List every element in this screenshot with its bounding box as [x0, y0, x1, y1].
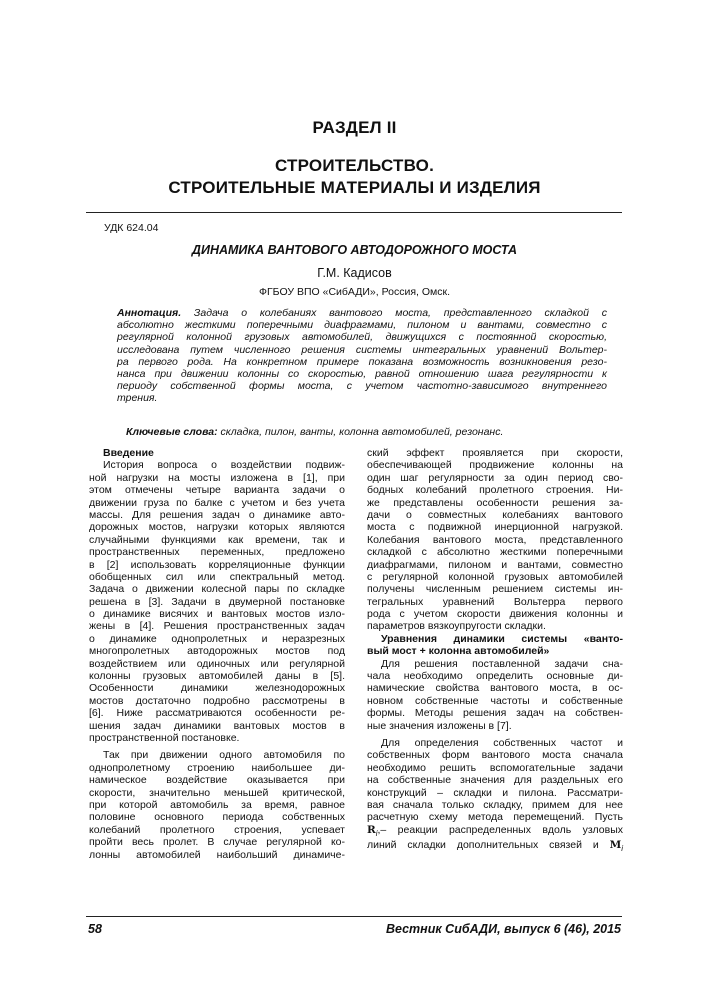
text-line: рода с учетом скорости движения колонны и — [367, 608, 623, 621]
text-line: многопролетных автодорожных мостов под — [89, 645, 345, 658]
text-line: колонны грузовых автомобилей даны в [5]. — [89, 670, 345, 683]
text-line: массы. Для решения задач о динамике авто- — [89, 508, 345, 521]
section-title-line-1: СТРОИТЕЛЬСТВО. — [274, 156, 435, 175]
text-line: обеспечивающей продвижение колонны на — [367, 459, 623, 472]
text-line: движении груза по балке с учетом и без учета — [89, 496, 345, 509]
text-line: Колебания вантового моста, представленного — [367, 533, 623, 546]
intro-heading: Введение — [103, 447, 154, 459]
keywords-text: складка, пилон, ванты, колонна автомобилей, резонанс. — [217, 426, 504, 438]
abstract-line: абсолютно жесткими поперечными диафрагмами, пилоном и вантами, совместно с — [117, 319, 607, 332]
text-line: История вопроса о воздействии подвиж- — [103, 459, 345, 472]
right-column — [367, 447, 623, 854]
text-line: новном собственные частоты и собственные — [367, 694, 623, 707]
text-line: ные значения изложены в [7]. — [367, 719, 512, 732]
text-line: дорожных мостов, нагрузки которых являются — [89, 521, 345, 534]
keywords-label: Ключевые слова: — [126, 426, 218, 438]
keywords — [126, 426, 503, 438]
text-line: [6]. Ниже рассматриваются особенности ре- — [89, 707, 345, 720]
text-line: жены в [4]. Решения пространственных задач — [89, 620, 345, 633]
abstract-line: Аннотация. Задача о колебаниях вантового моста, представленного складкой с — [117, 307, 607, 319]
text-line: Для решения поставленной задачи сна- — [381, 657, 623, 670]
journal-title: Вестник СибАДИ, выпуск 6 (46), 2015 — [385, 922, 621, 936]
text-line: колебаний пролетного строения, успевает — [89, 823, 345, 836]
text-line: собственных форм вантового моста сначала — [367, 749, 623, 762]
text-line: намические свойства вантового моста, в ос- — [367, 682, 623, 695]
text-line: шения задач динамики вантовых мостов в — [89, 719, 345, 732]
text-line: параметров вязкоупругости складки. — [367, 620, 546, 633]
text-line: моста с подвижной инерционной нагрузкой. — [367, 521, 623, 534]
text-line: обобщенных сил или спектральный метод. — [89, 570, 345, 583]
text-line: Задача о движении колесной пары по складке — [89, 583, 345, 596]
text-line: один шаг регулярности за один период сво- — [367, 471, 623, 484]
text-line: Так при движении одного автомобиля по — [103, 749, 345, 762]
text-line: необходимо решить вспомогательные задачи — [367, 761, 623, 774]
text-line: однопролетному строению наибольшее ди- — [89, 761, 345, 774]
text-line: формы. Методы решения задач на собствен- — [367, 707, 623, 720]
text-line: конструкций – складки и пилона. Рассматри- — [367, 786, 623, 799]
moment-symbol: M — [609, 838, 622, 851]
reaction-symbol: R — [367, 823, 376, 836]
text-line: лонны автомобилей наибольший динамиче- — [89, 848, 345, 861]
text-line: чала необходимо определить основные ди- — [367, 670, 623, 683]
text-line-with-symbol: линий складки дополнительных связей и $M_i$ — [367, 838, 623, 853]
text-line: складкой с абсолютно жесткими поперечными — [367, 546, 623, 559]
footer-divider — [86, 916, 622, 917]
author-affiliation: ФГБОУ ВПО «СибАДИ», Россия, Омск. — [259, 286, 450, 298]
page-number: 58 — [88, 922, 102, 936]
text-line: на собственные значения для раздельных его — [367, 774, 623, 787]
text-line: тегральных уравнений Вольтерра первого — [367, 595, 623, 608]
text-line: ский эффект проявляется при скорости, — [367, 447, 623, 459]
text-line: получены численным решением системы ин- — [367, 583, 623, 596]
section-heading-line: вый мост + колонна автомобилей» — [367, 645, 550, 658]
text-line: решена в [3]. Задачи в двумерной постановке — [89, 595, 345, 608]
text-line: намическое воздействие оказывается при — [89, 774, 345, 787]
text-line: воздействием или одиночных или регулярной — [89, 657, 345, 670]
text-line: бодных колебаний пролетного строения. Ни- — [367, 484, 623, 497]
text-line: расчетную схему метода перемещений. Пусть — [367, 811, 623, 824]
text-line: ной нагрузки на мосты изложена в [1], при — [89, 471, 345, 484]
text-line: диафрагмами, пилоном и вантами, совместно — [367, 558, 623, 571]
text-line: вая сначала только складку, примем для нее — [367, 798, 623, 811]
text-line: с регулярной колонной грузовых автомобилей — [367, 570, 623, 583]
text-line: дачи о совместных колебаниях вантового — [367, 508, 623, 521]
article-title: ДИНАМИКА ВАНТОВОГО АВТОДОРОЖНОГО МОСТА — [191, 243, 518, 257]
text-line: скорости, значительно меньшей критической, — [89, 786, 345, 799]
text-line: этом отмечены четыре варианта задачи о — [89, 484, 345, 497]
text-line: о динамике однопролетных и неразрезных — [89, 632, 345, 645]
text-line: же представлены особенности решения за- — [367, 496, 623, 509]
section-number: РАЗДЕЛ II — [312, 118, 397, 137]
section-title-line-2: СТРОИТЕЛЬНЫЕ МАТЕРИАЛЫ И ИЗДЕЛИЯ — [168, 178, 541, 197]
text-line: мостов достаточно подробно рассмотрены в — [89, 694, 345, 707]
header-divider — [86, 212, 622, 213]
author-name: Г.М. Кадисов — [317, 266, 392, 280]
text-line: Для определения собственных частот и — [381, 736, 623, 749]
udk-code: УДК 624.04 — [104, 222, 159, 234]
abstract — [117, 307, 607, 405]
text-line: Особенности динамики железнодорожных — [89, 682, 345, 695]
text-line: о динамике висячих и вантовых мостов изло- — [89, 608, 345, 621]
text-line: в [2] использовать корреляционные функции — [89, 558, 345, 571]
text-line: пройти весь пролет. В случае регулярной ко- — [89, 836, 345, 849]
abstract-line: периоду собственной формы моста, с учетом частотно-зависимого внутреннего — [117, 380, 607, 393]
abstract-label: Аннотация. — [117, 307, 182, 319]
text-line: при которой автомобиль за время, равное — [89, 798, 345, 811]
left-column — [89, 447, 345, 861]
text-line: пространственной постановке. — [89, 731, 240, 744]
abstract-line: нанса при движении колонны со скоростью, равной отношению шага регулярности к — [117, 368, 607, 381]
abstract-line: регулярной колонной грузовых автомобилей, движущихся с постоянной скоростью, — [117, 331, 607, 344]
abstract-line: ра первого рода. На конкретном примере показана возможность возникновения резо- — [117, 355, 607, 368]
text-line: половине основного периода собственных — [89, 811, 345, 824]
text-line: случайными функциями как времени, так и — [89, 533, 345, 546]
abstract-line: трения. — [117, 392, 158, 405]
text-line-with-symbol: $R_i,-$ реакции распределенных вдоль узловых — [367, 823, 623, 838]
abstract-line: исследована путем численного решения системы интегральных уравнений Вольтер- — [117, 343, 607, 356]
section-heading-line: Уравнения динамики системы «ванто- — [381, 632, 623, 645]
text-line: пространственных переменных, предложено — [89, 546, 345, 559]
